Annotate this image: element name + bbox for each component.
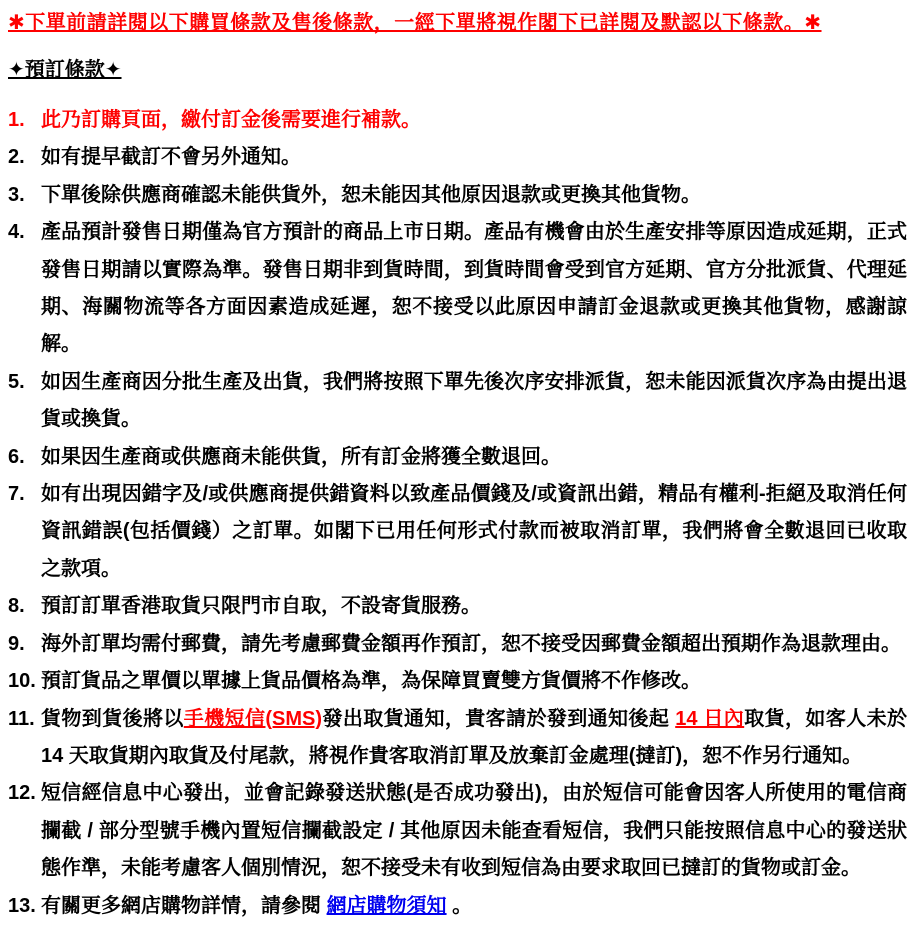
term-text [41, 139, 907, 176]
term-text [41, 102, 907, 139]
terms-list [8, 102, 907, 925]
text-segment: 預訂訂單香港取貨只限門市自取，不設寄貨服務。 [41, 595, 481, 618]
term-number: 1. [8, 109, 25, 131]
term-item-13 [8, 888, 907, 925]
text-segment: 產品預計發售日期僅為官方預計的商品上市日期。產品有機會由於生產安排等原因造成延期，正式發售日期請以實際為準。發售日期非到貨時間，到貨時間會受到官方延期、官方分批派貨、代理延期、海關物流等各方面因素造成延遲，恕不接受以此原因申請訂金退款或更換其他貨物，感謝諒解。 [41, 221, 907, 356]
term-item-3 [8, 177, 907, 214]
term-text [41, 775, 907, 887]
term-text [41, 476, 907, 588]
term-text [41, 588, 907, 625]
term-number: 3. [8, 183, 25, 206]
text-segment: 預訂貨品之單價以單據上貨品價格為準，為保障買賣雙方貨價將不作修改。 [41, 670, 701, 693]
term-text [41, 663, 907, 700]
text-segment: 有關更多網店購物詳情，請參閱 [41, 894, 327, 917]
term-text [41, 626, 907, 663]
term-number: 9. [8, 632, 25, 655]
text-segment: 貨物到貨後將以 [41, 707, 184, 730]
term-number: 6. [8, 445, 25, 468]
section-header-preorder-terms [8, 55, 907, 85]
term-item-1 [8, 102, 907, 139]
text-segment: 海外訂單均需付郵費，請先考慮郵費金額再作預訂，恕不接受因郵費金額超出預期作為退款理由。 [41, 632, 901, 655]
term-number: 12. [8, 782, 36, 805]
term-text [41, 364, 907, 439]
term-number: 5. [8, 370, 25, 393]
text-segment: 取貨，如客人未於 14 天取貨期內取貨及付尾款，將視作貴客取消訂單及放棄訂金處理(撻訂)，恕不作另行通知。 [41, 707, 907, 767]
section-header-text: ✦預訂條款✦ [8, 59, 122, 81]
term-item-6 [8, 439, 907, 476]
term-item-12 [8, 775, 907, 887]
term-number: 13. [8, 894, 36, 917]
term-text [41, 214, 907, 364]
term-item-7 [8, 476, 907, 588]
term-number: 4. [8, 221, 25, 244]
term-text [41, 888, 907, 925]
text-segment: 如果因生產商或供應商未能供貨，所有訂金將獲全數退回。 [41, 445, 561, 468]
term-number: 8. [8, 595, 25, 618]
term-item-8 [8, 588, 907, 625]
term-item-5 [8, 364, 907, 439]
text-segment: 此乃訂購頁面，繳付訂金後需要進行補款。 [41, 109, 421, 131]
highlighted-text: 14 日內 [675, 707, 745, 730]
term-text [41, 439, 907, 476]
text-segment: 短信經信息中心發出，並會記錄發送狀態(是否成功發出)，由於短信可能會因客人所使用的電信商攔截 / 部分型號手機內置短信攔截設定 / 其他原因未能查看短信，我們只能按照信息中心的發送狀態作準，未能考慮客人個別情況，恕不接受未有收到短信為由要求取回已撻訂的貨物或訂金。 [41, 782, 907, 880]
term-item-9 [8, 626, 907, 663]
text-segment: 如有提早截訂不會另外通知。 [41, 146, 301, 169]
term-number: 2. [8, 146, 25, 169]
term-number: 11. [8, 707, 35, 730]
highlighted-text: 手機短信(SMS) [183, 707, 323, 730]
term-item-10 [8, 663, 907, 700]
text-segment: 發出取貨通知，貴客請於發到通知後起 [322, 707, 676, 730]
term-text [41, 177, 907, 214]
shop-guide-link[interactable]: 網店購物須知 [326, 894, 447, 917]
term-text [41, 701, 907, 776]
terms-notice-title: ✱下單前請詳閱以下購買條款及售後條款，一經下單將視作閣下已詳閱及默認以下條款。✱ [8, 12, 822, 34]
term-number: 7. [8, 483, 25, 506]
text-segment: 如因生產商因分批生產及出貨，我們將按照下單先後次序安排派貨，恕未能因派貨次序為由提出退貨或換貨。 [41, 370, 907, 431]
term-number: 10. [8, 670, 36, 693]
term-item-2 [8, 139, 907, 176]
text-segment: 下單後除供應商確認未能供貨外，恕未能因其他原因退款或更換其他貨物。 [41, 183, 701, 206]
text-segment: 。 [446, 894, 473, 917]
text-segment: 如有出現因錯字及/或供應商提供錯資料以致產品價錢及/或資訊出錯，精品有權利-拒絕及取消任何資訊錯誤(包括價錢）之訂單。如閣下已用任何形式付款而被取消訂單，我們將會全數退回已收取之款項。 [41, 483, 907, 580]
term-item-4 [8, 214, 907, 364]
term-item-11 [8, 701, 907, 776]
